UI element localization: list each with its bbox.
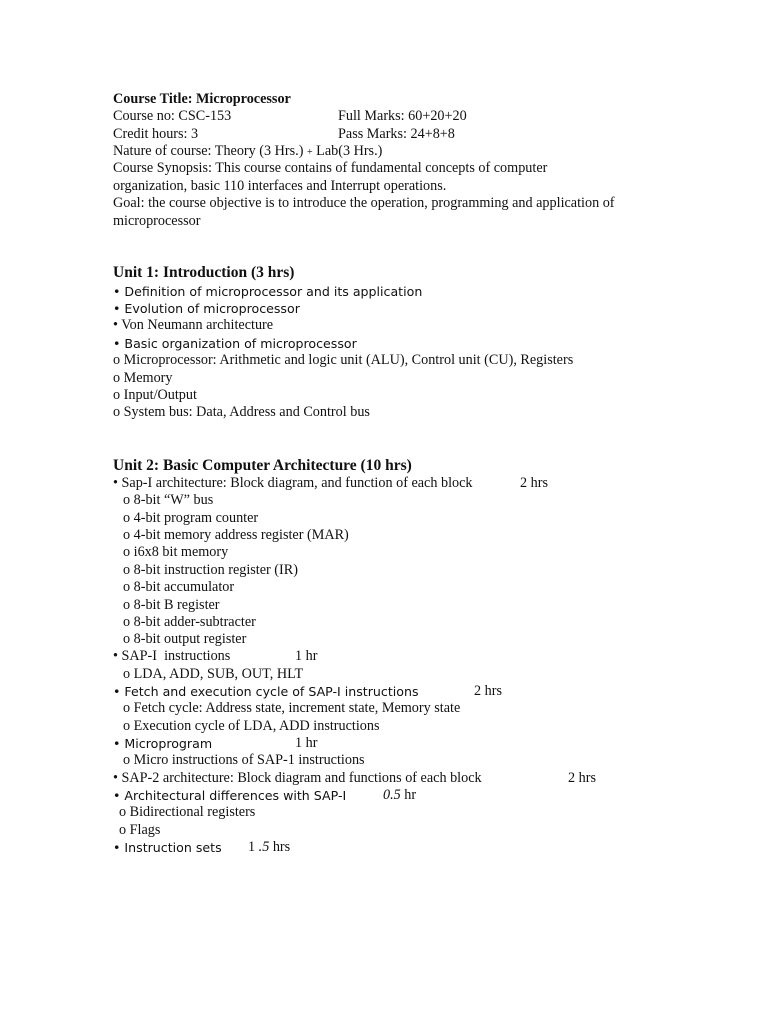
sap1-architecture-hours: 2 hrs [520, 475, 548, 491]
list-item: o i6x8 bit memory [123, 544, 229, 560]
nature-lab: Lab(3 Hrs.) [316, 143, 383, 159]
nature-of-course [113, 143, 382, 161]
goal-line-1: Goal: the course objective is to introduce the operation, programming and application of [113, 195, 615, 211]
fetch-execution-hours: 2 hrs [474, 683, 502, 699]
list-item: o Bidirectional registers [119, 804, 256, 820]
list-item: o Microprocessor: Arithmetic and logic unit (ALU), Control unit (CU), Registers [113, 352, 574, 368]
sap2-architecture-hours: 2 hrs [568, 770, 596, 786]
architectural-differences: • Architectural differences with SAP-I [113, 788, 347, 803]
list-item: o 8-bit adder-subtracter [123, 614, 256, 630]
course-number: Course no: CSC-153 [113, 108, 232, 124]
list-item: o 8-bit output register [123, 631, 247, 647]
list-item: o 8-bit “W” bus [123, 492, 214, 508]
list-item: o Execution cycle of LDA, ADD instructions [123, 718, 380, 734]
course-title: Course Title: Microprocessor [113, 91, 291, 107]
instruction-sets-hours [248, 839, 290, 856]
nature-plus: + [306, 147, 313, 158]
goal-line-2: microprocessor [113, 213, 201, 229]
instr-sets-int: 1 [248, 839, 256, 855]
list-item: o LDA, ADD, SUB, OUT, HLT [123, 666, 304, 682]
list-item: o 8-bit instruction register (IR) [123, 562, 298, 578]
list-item: • Basic organization of microprocessor [113, 336, 357, 351]
microprogram-hours: 1 hr [295, 735, 318, 751]
sap1-instructions: • SAP-I instructions [113, 648, 231, 664]
synopsis-line-2: organization, basic 110 interfaces and Interrupt operations. [113, 178, 447, 194]
nature-theory: Nature of course: Theory (3 Hrs.) [113, 143, 304, 159]
list-item: o Fetch cycle: Address state, increment state, Memory state [123, 700, 461, 716]
instr-sets-unit: hrs [272, 839, 291, 855]
instruction-sets: • Instruction sets [113, 840, 222, 855]
sap2-architecture: • SAP-2 architecture: Block diagram and functions of each block [113, 770, 482, 786]
list-item: o 8-bit B register [123, 597, 220, 613]
architectural-differences-hours [383, 787, 416, 804]
list-item: • Definition of microprocessor and its application [113, 284, 423, 299]
sap1-instructions-hours: 1 hr [295, 648, 318, 664]
list-item: o Flags [119, 822, 161, 838]
pass-marks: Pass Marks: 24+8+8 [338, 126, 455, 142]
list-item: o Memory [113, 370, 173, 386]
arch-diff-unit: hr [404, 787, 417, 803]
fetch-execution-cycle: • Fetch and execution cycle of SAP-I instructions [113, 684, 419, 699]
synopsis-line-1: Course Synopsis: This course contains of fundamental concepts of computer [113, 160, 548, 176]
list-item: o System bus: Data, Address and Control bus [113, 404, 370, 420]
list-item: o Micro instructions of SAP-1 instructions [123, 752, 365, 768]
sap1-architecture: • Sap-I architecture: Block diagram, and function of each block [113, 475, 473, 491]
list-item: o 4-bit memory address register (MAR) [123, 527, 349, 543]
full-marks: Full Marks: 60+20+20 [338, 108, 467, 124]
credit-hours: Credit hours: 3 [113, 126, 199, 142]
arch-diff-number: 0.5 [383, 787, 401, 803]
unit2-heading: Unit 2: Basic Computer Architecture (10 hrs) [113, 457, 412, 474]
list-item: • Evolution of microprocessor [113, 301, 300, 316]
unit1-heading: Unit 1: Introduction (3 hrs) [113, 264, 295, 281]
microprogram: • Microprogram [113, 736, 213, 751]
list-item: • Von Neumann architecture [113, 317, 274, 333]
list-item: o Input/Output [113, 387, 197, 403]
instr-sets-frac: .5 [258, 839, 270, 855]
list-item: o 4-bit program counter [123, 510, 259, 526]
list-item: o 8-bit accumulator [123, 579, 235, 595]
